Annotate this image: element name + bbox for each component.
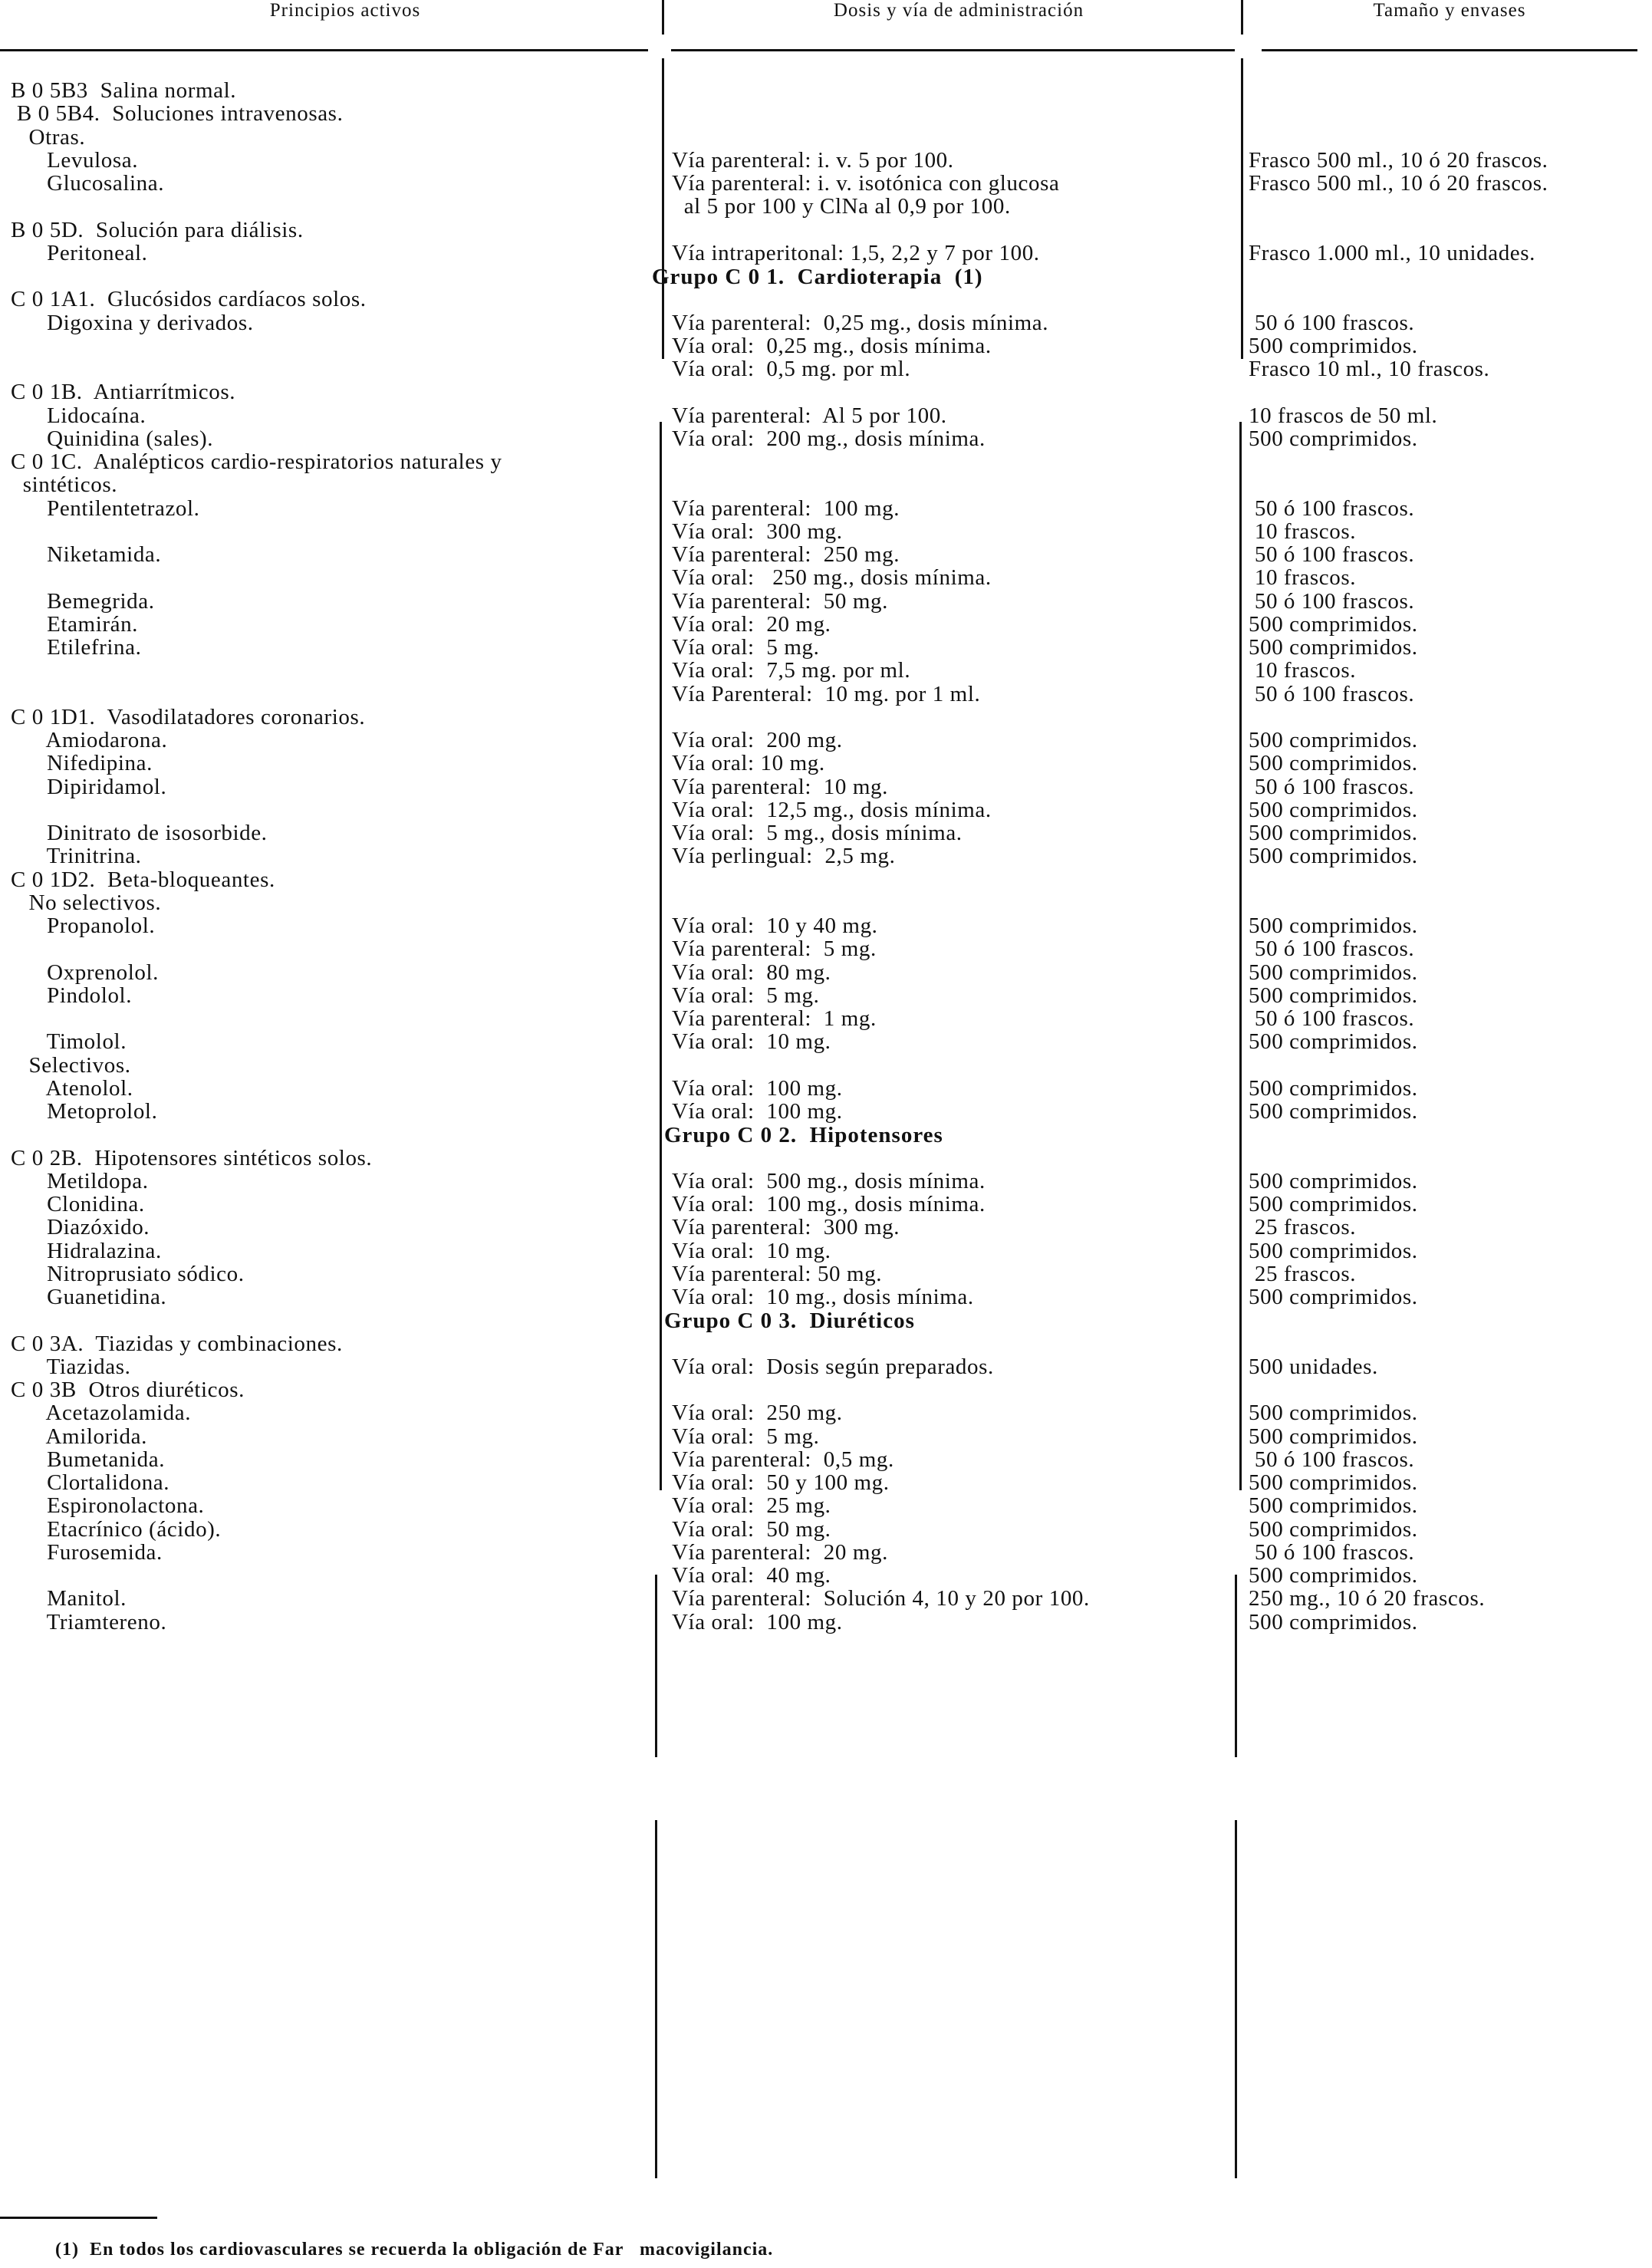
footnote: (1) En todos los cardiovasculares se recuerda la obligación de Far macovigilancia. <box>55 2240 774 2260</box>
dosis-cell: Vía oral: 100 mg., dosis mínima. <box>672 1192 986 1216</box>
envase-cell: 500 comprimidos. <box>1249 1424 1418 1449</box>
envase-cell: 250 mg., 10 ó 20 frascos. <box>1249 1586 1486 1611</box>
principio-cell: Etamirán. <box>11 611 139 637</box>
dosis-cell: Vía oral: 10 mg. <box>672 1029 831 1055</box>
header-rule-1 <box>0 49 648 51</box>
dosis-cell: Vía oral: 10 mg. <box>672 751 825 776</box>
footnote-rule <box>0 2217 157 2219</box>
envase-cell: 500 comprimidos. <box>1249 821 1418 845</box>
principio-cell: Lidocaína. <box>11 403 146 428</box>
principio-cell: Amilorida. <box>11 1424 147 1449</box>
principio-cell: C 0 1D2. Beta-bloqueantes. <box>11 867 275 892</box>
dosis-cell: Vía oral: 5 mg. <box>672 983 820 1008</box>
principio-cell: Metildopa. <box>11 1168 149 1193</box>
envase-cell: 50 ó 100 frascos. <box>1249 495 1415 521</box>
group-heading: Grupo C 0 3. Diuréticos <box>664 1308 915 1334</box>
col-divider <box>1241 58 1243 359</box>
header-principios: Principios activos <box>269 0 421 21</box>
dosis-cell: Vía parenteral: 20 mg. <box>672 1539 888 1565</box>
envase-cell: 500 comprimidos. <box>1249 1168 1418 1193</box>
principio-cell: Digoxina y derivados. <box>11 310 254 335</box>
envase-cell: 50 ó 100 frascos. <box>1249 1447 1415 1472</box>
principio-cell: C 0 1D1. Vasodilatadores coronarios. <box>11 704 366 729</box>
principio-cell: Propanolol. <box>11 913 156 938</box>
principio-cell: Timolol. <box>11 1029 127 1055</box>
envase-cell: Frasco 500 ml., 10 ó 20 frascos. <box>1249 171 1548 196</box>
principio-cell: Selectivos. <box>11 1052 131 1078</box>
dosis-cell: Vía oral: 250 mg., dosis mínima. <box>672 565 992 591</box>
envase-cell: 500 comprimidos. <box>1249 611 1418 637</box>
principio-cell: Pentilentetrazol. <box>11 495 200 521</box>
envase-cell: 50 ó 100 frascos. <box>1249 1006 1415 1031</box>
dosis-cell: Vía parenteral: 0,25 mg., dosis mínima. <box>672 310 1049 335</box>
envase-cell: 10 frascos. <box>1249 658 1357 683</box>
principio-cell: Otras. <box>11 124 86 150</box>
principio-cell: Metoprolol. <box>11 1099 158 1124</box>
dosis-cell: Vía oral: 100 mg. <box>672 1609 843 1634</box>
dosis-cell: Vía oral: 80 mg. <box>672 960 831 985</box>
principio-cell: Hidralazina. <box>11 1238 162 1263</box>
principio-cell: Nitroprusiato sódico. <box>11 1261 245 1286</box>
envase-cell: 25 frascos. <box>1249 1261 1357 1286</box>
principio-cell: Oxprenolol. <box>11 960 160 985</box>
dosis-cell: Vía oral: 5 mg. <box>672 635 820 660</box>
envase-cell: 500 comprimidos. <box>1249 1493 1418 1519</box>
envase-cell: 500 comprimidos. <box>1249 844 1418 869</box>
principio-cell: Trinitrina. <box>11 844 142 869</box>
dosis-cell: Vía oral: 10 mg. <box>672 1238 831 1263</box>
dosis-cell: Vía oral: 5 mg. <box>672 1424 820 1449</box>
dosis-cell: Vía oral: 7,5 mg. por ml. <box>672 658 911 683</box>
principio-cell: Etacrínico (ácido). <box>11 1516 222 1542</box>
envase-cell: 10 frascos. <box>1249 565 1357 591</box>
envase-cell: 500 comprimidos. <box>1249 635 1418 660</box>
principio-cell: C 0 2B. Hipotensores sintéticos solos. <box>11 1145 373 1170</box>
envase-cell: Frasco 10 ml., 10 frascos. <box>1249 357 1490 381</box>
principio-cell: Pindolol. <box>11 983 133 1008</box>
dosis-cell: Vía oral: 0,5 mg. por ml. <box>672 357 911 381</box>
principio-cell: Levulosa. <box>11 147 139 173</box>
principio-cell: C 0 3A. Tiazidas y combinaciones. <box>11 1331 343 1356</box>
principio-cell: Diazóxido. <box>11 1215 150 1240</box>
col-divider <box>1239 422 1242 1490</box>
principio-cell: Atenolol. <box>11 1075 133 1101</box>
envase-cell: 500 comprimidos. <box>1249 1516 1418 1542</box>
principio-cell: sintéticos. <box>11 472 118 498</box>
principio-cell: Dipiridamol. <box>11 774 167 799</box>
envase-cell: 50 ó 100 frascos. <box>1249 681 1415 706</box>
envase-cell: 50 ó 100 frascos. <box>1249 774 1415 799</box>
dosis-cell: Vía oral: 200 mg. <box>672 728 843 752</box>
envase-cell: 500 unidades. <box>1249 1354 1378 1379</box>
envase-cell: 500 comprimidos. <box>1249 797 1418 822</box>
dosis-cell: Vía parenteral: 300 mg. <box>672 1215 900 1240</box>
envase-cell: 50 ó 100 frascos. <box>1249 588 1415 614</box>
dosis-cell: Vía oral: 12,5 mg., dosis mínima. <box>672 797 992 822</box>
principio-cell: Guanetidina. <box>11 1285 167 1309</box>
dosis-cell: Vía parenteral: 10 mg. <box>672 774 888 799</box>
envase-cell: 500 comprimidos. <box>1249 913 1418 938</box>
col-divider <box>662 0 664 35</box>
col-divider <box>1235 1575 1237 1757</box>
principio-cell: Furosemida. <box>11 1539 163 1565</box>
envase-cell: Frasco 500 ml., 10 ó 20 frascos. <box>1249 147 1548 173</box>
dosis-cell: Vía intraperitonal: 1,5, 2,2 y 7 por 100. <box>672 240 1040 265</box>
envase-cell: 10 frascos. <box>1249 518 1357 544</box>
dosis-cell: Vía oral: 0,25 mg., dosis mínima. <box>672 333 992 358</box>
envase-cell: 10 frascos de 50 ml. <box>1249 403 1438 428</box>
dosis-cell: Vía parenteral: 100 mg. <box>672 495 900 521</box>
principio-cell: Clortalidona. <box>11 1470 170 1495</box>
dosis-cell: Vía oral: 10 mg., dosis mínima. <box>672 1285 974 1309</box>
envase-cell: 500 comprimidos. <box>1249 1470 1418 1495</box>
dosis-cell: Vía oral: 5 mg., dosis mínima. <box>672 821 963 845</box>
principio-cell: C 0 1A1. Glucósidos cardíacos solos. <box>11 287 367 312</box>
dosis-cell: Vía oral: 10 y 40 mg. <box>672 913 878 938</box>
dosis-cell: Vía parenteral: 50 mg. <box>672 1261 883 1286</box>
principio-cell: Niketamida. <box>11 542 162 567</box>
header-rule-3 <box>1262 49 1637 51</box>
principio-cell: Bemegrida. <box>11 588 155 614</box>
envase-cell: 500 comprimidos. <box>1249 1285 1418 1309</box>
principio-cell: Triamtereno. <box>11 1609 167 1634</box>
principio-cell: B 0 5B3 Salina normal. <box>11 78 237 103</box>
envase-cell: 500 comprimidos. <box>1249 1029 1418 1055</box>
dosis-cell: al 5 por 100 y ClNa al 0,9 por 100. <box>672 194 1011 219</box>
principio-cell: Manitol. <box>11 1586 127 1611</box>
dosis-cell: Vía parenteral: Al 5 por 100. <box>672 403 947 428</box>
envase-cell: 500 comprimidos. <box>1249 1075 1418 1101</box>
dosis-cell: Vía parenteral: i. v. isotónica con glucosa <box>672 171 1060 196</box>
envase-cell: 500 comprimidos. <box>1249 1609 1418 1634</box>
principio-cell: Peritoneal. <box>11 240 148 265</box>
dosis-cell: Vía perlingual: 2,5 mg. <box>672 844 896 869</box>
principio-cell: Quinidina (sales). <box>11 426 214 451</box>
principio-cell: Espironolactona. <box>11 1493 205 1519</box>
principio-cell: Nifedipina. <box>11 751 153 776</box>
dosis-cell: Vía parenteral: 250 mg. <box>672 542 900 567</box>
envase-cell: 500 comprimidos. <box>1249 1238 1418 1263</box>
envase-cell: 500 comprimidos. <box>1249 426 1418 451</box>
col-divider <box>655 1820 657 2178</box>
envase-cell: 500 comprimidos. <box>1249 1401 1418 1426</box>
principio-cell: C 0 1B. Antiarrítmicos. <box>11 380 236 405</box>
envase-cell: 500 comprimidos. <box>1249 1099 1418 1124</box>
dosis-cell: Vía oral: 25 mg. <box>672 1493 831 1519</box>
envase-cell: 500 comprimidos. <box>1249 333 1418 358</box>
dosis-cell: Vía oral: 100 mg. <box>672 1075 843 1101</box>
dosis-cell: Vía oral: 50 y 100 mg. <box>672 1470 890 1495</box>
principio-cell: Acetazolamida. <box>11 1401 192 1426</box>
principio-cell: B 0 5D. Solución para diálisis. <box>11 217 304 242</box>
envase-cell: Frasco 1.000 ml., 10 unidades. <box>1249 240 1536 265</box>
envase-cell: 500 comprimidos. <box>1249 983 1418 1008</box>
dosis-cell: Vía oral: 40 mg. <box>672 1563 831 1588</box>
dosis-cell: Vía parenteral: 1 mg. <box>672 1006 877 1031</box>
dosis-cell: Vía parenteral: 0,5 mg. <box>672 1447 894 1472</box>
col-divider <box>662 58 664 359</box>
envase-cell: 500 comprimidos. <box>1249 728 1418 752</box>
principio-cell: Etilefrina. <box>11 635 142 660</box>
principio-cell: No selectivos. <box>11 890 162 915</box>
principio-cell: B 0 5B4. Soluciones intravenosas. <box>11 101 344 127</box>
dosis-cell: Vía parenteral: 50 mg. <box>672 588 888 614</box>
dosis-cell: Vía parenteral: 5 mg. <box>672 936 877 962</box>
dosis-cell: Vía oral: 500 mg., dosis mínima. <box>672 1168 986 1193</box>
principio-cell: Clonidina. <box>11 1192 145 1216</box>
envase-cell: 50 ó 100 frascos. <box>1249 542 1415 567</box>
principio-cell: Amiodarona. <box>11 728 168 752</box>
envase-cell: 50 ó 100 frascos. <box>1249 936 1415 962</box>
principio-cell: Dinitrato de isosorbide. <box>11 821 268 845</box>
principio-cell: Bumetanida. <box>11 1447 166 1472</box>
dosis-cell: Vía parenteral: i. v. 5 por 100. <box>672 147 954 173</box>
header-envases: Tamaño y envases <box>1373 0 1526 21</box>
dosis-cell: Vía oral: 20 mg. <box>672 611 831 637</box>
col-divider <box>1235 1820 1237 2178</box>
envase-cell: 500 comprimidos. <box>1249 1192 1418 1216</box>
dosis-cell: Vía oral: 250 mg. <box>672 1401 843 1426</box>
dosis-cell: Vía Parenteral: 10 mg. por 1 ml. <box>672 681 981 706</box>
header-rule-2 <box>671 49 1235 51</box>
envase-cell: 25 frascos. <box>1249 1215 1357 1240</box>
envase-cell: 500 comprimidos. <box>1249 960 1418 985</box>
dosis-cell: Vía oral: 100 mg. <box>672 1099 843 1124</box>
col-divider <box>1241 0 1243 35</box>
principio-cell: C 0 1C. Analépticos cardio-respiratorios naturales y <box>11 449 502 474</box>
principio-cell: Glucosalina. <box>11 171 165 196</box>
dosis-cell: Vía oral: 200 mg., dosis mínima. <box>672 426 986 451</box>
envase-cell: 500 comprimidos. <box>1249 1563 1418 1588</box>
principio-cell: C 0 3B Otros diuréticos. <box>11 1378 245 1402</box>
envase-cell: 50 ó 100 frascos. <box>1249 1539 1415 1565</box>
principio-cell: Tiazidas. <box>11 1354 131 1379</box>
header-dosis: Dosis y vía de administración <box>833 0 1084 21</box>
col-divider <box>660 422 662 1490</box>
dosis-cell: Vía parenteral: Solución 4, 10 y 20 por 100. <box>672 1586 1090 1611</box>
envase-cell: 50 ó 100 frascos. <box>1249 310 1415 335</box>
group-heading: Grupo C 0 1. Cardioterapia (1) <box>652 265 983 289</box>
col-divider <box>655 1575 657 1757</box>
dosis-cell: Vía oral: 300 mg. <box>672 518 843 544</box>
group-heading: Grupo C 0 2. Hipotensores <box>664 1123 943 1148</box>
dosis-cell: Vía oral: Dosis según preparados. <box>672 1354 994 1379</box>
dosis-cell: Vía oral: 50 mg. <box>672 1516 831 1542</box>
envase-cell: 500 comprimidos. <box>1249 751 1418 776</box>
